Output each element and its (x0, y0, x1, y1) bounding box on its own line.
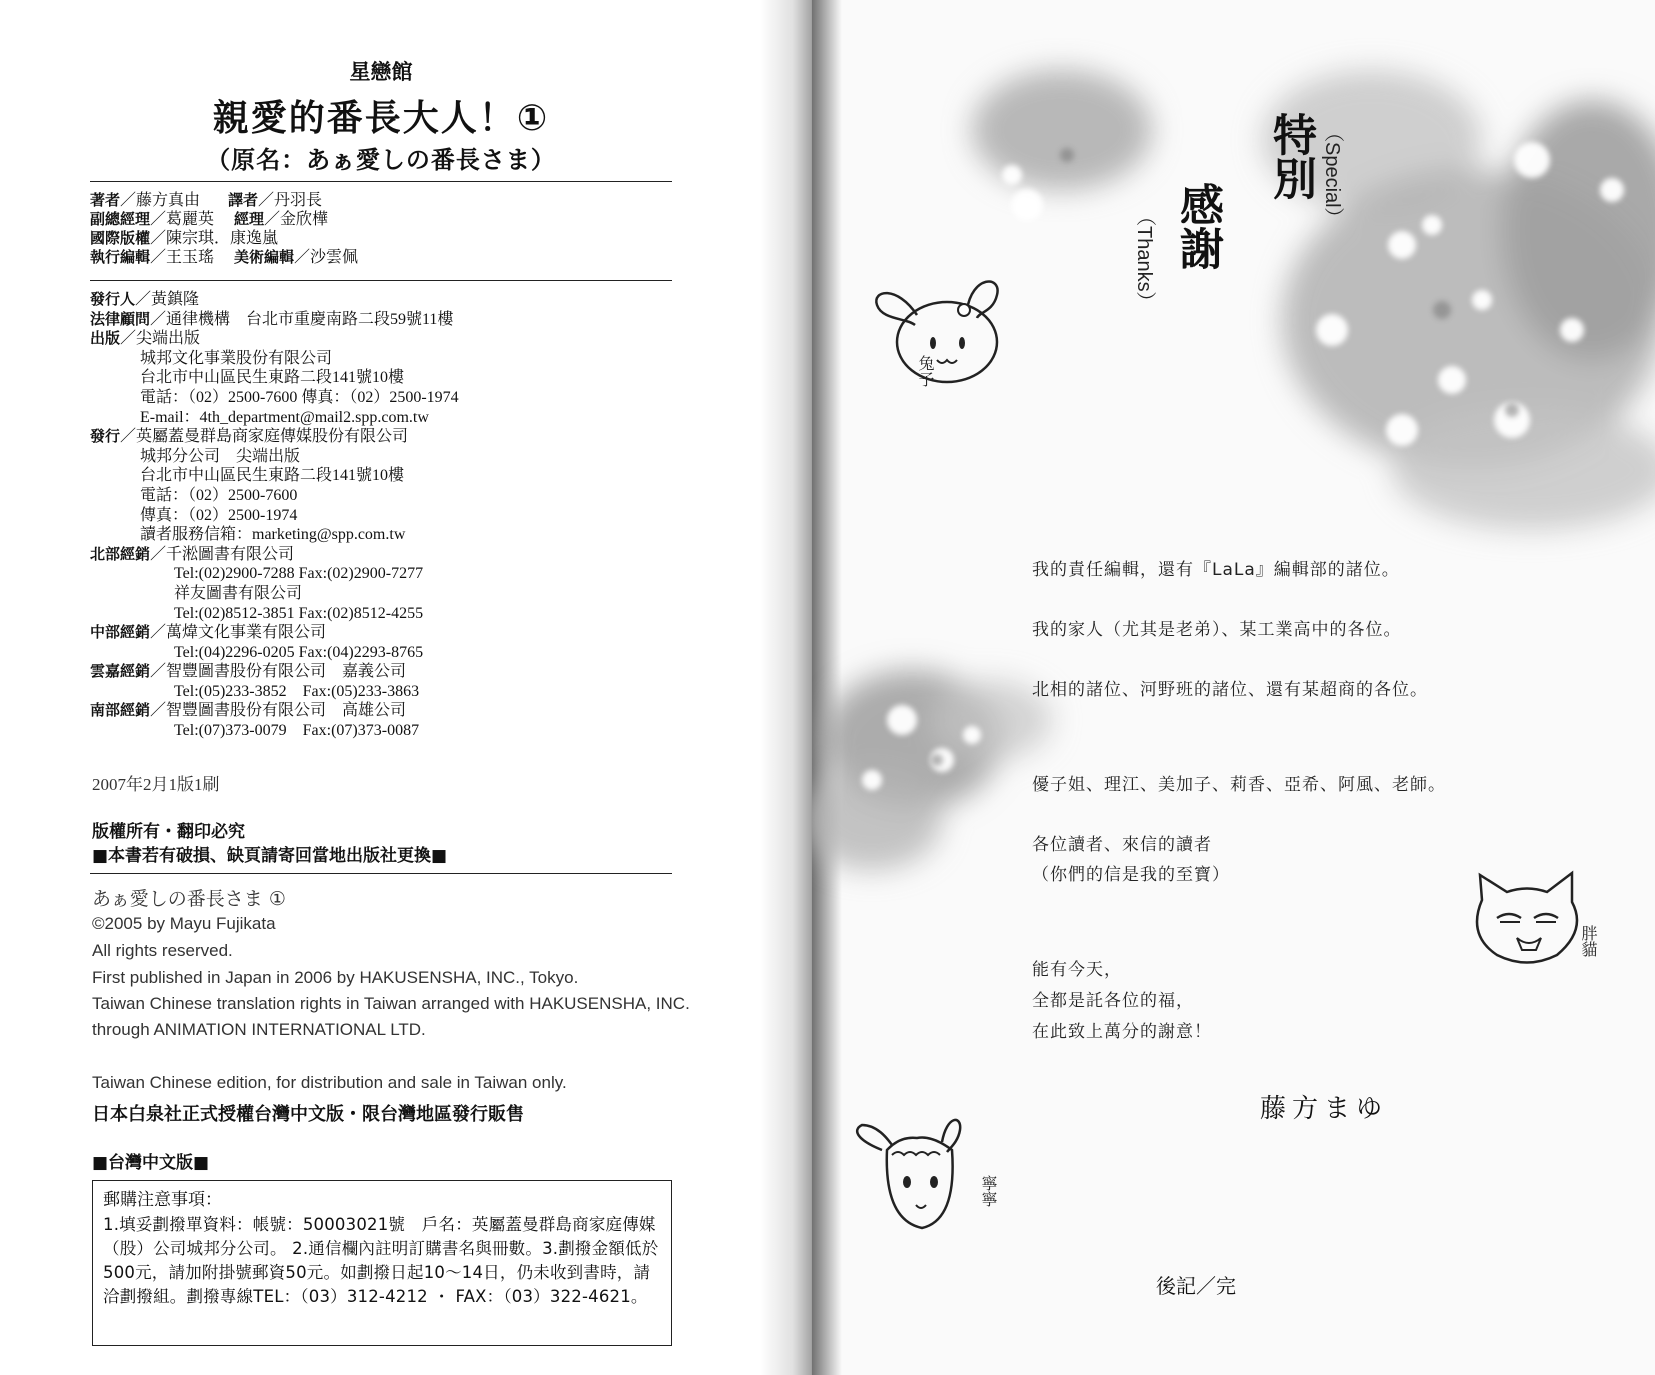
divider (90, 181, 672, 182)
publisher-line (90, 290, 459, 310)
credit-key: 經理 (234, 210, 265, 228)
publisher-value: ／智豐圖書股份有限公司 嘉義公司 (150, 663, 407, 681)
credits-block (90, 191, 358, 267)
publisher-key: 南部經銷 (90, 701, 151, 720)
publisher-line (90, 721, 459, 741)
credit-row (90, 229, 358, 248)
publisher-key: 出版 (90, 329, 121, 348)
publisher-value: Tel:(04)2296-0205 Fax:(04)2293-8765 (174, 643, 424, 661)
thanks-line: 全都是託各位的福， (1032, 991, 1194, 1011)
credit-value: ／丹羽長 (258, 192, 323, 209)
publisher-value: ／通律機構 台北市重慶南路二段59號11樓 (150, 310, 454, 328)
publisher-value: ／尖端出版 (120, 330, 201, 348)
publisher-value: ／智豐圖書股份有限公司 高雄公司 (150, 702, 407, 720)
publisher-value: ／千淞圖書有限公司 (150, 545, 295, 563)
publisher-line (90, 643, 459, 663)
publisher-line (90, 604, 459, 624)
heading-thanks-en: （Thanks） (1133, 206, 1155, 312)
thanks-line: 能有今天， (1032, 960, 1122, 980)
publisher-line (90, 525, 459, 545)
credit-value: ／金欣樺 (264, 211, 329, 228)
rights-notice: 版權所有・翻印必究 (92, 822, 245, 842)
publisher-line (90, 584, 459, 604)
thanks-line: 優子姐、理江、美加子、莉香、亞希、阿風、老師。 (1032, 775, 1446, 795)
sheep-doodle (852, 1110, 987, 1235)
divider (90, 873, 672, 874)
divider (90, 280, 672, 281)
japanese-title: あぁ愛しの番長さま ① (92, 888, 286, 910)
sheep-label: 寧寧 (979, 1175, 998, 1207)
thanks-line: 各位讀者、來信的讀者 (1032, 835, 1212, 855)
publisher-line (90, 408, 459, 428)
credit-key: 國際版權 (90, 229, 151, 247)
publisher-line (90, 368, 459, 388)
rabbit-label: 兔子 (916, 355, 935, 387)
credit-key: 著者 (90, 191, 121, 209)
publisher-value: ／英屬蓋曼群島商家庭傳媒股份有限公司 (120, 428, 409, 446)
publisher-value: Tel:(02)2900-7288 Fax:(02)2900-7277 (174, 565, 424, 583)
book-title: 親愛的番長大人！① (212, 98, 550, 139)
thanks-line: 我的責任編輯，還有『LaLa』編輯部的諸位。 (1032, 560, 1400, 580)
publisher-value: ／萬煒文化事業有限公司 (150, 624, 327, 642)
authorization-notice: 日本白泉社正式授權台灣中文版・限台灣地區發行販售 (92, 1104, 524, 1125)
publisher-value: 城邦文化事業股份有限公司 (140, 349, 333, 367)
publisher-value: 電話：（02）2500-7600 (140, 486, 298, 504)
publisher-value: 傳真：（02）2500-1974 (140, 506, 298, 524)
publisher-line (90, 545, 459, 565)
imprint-label: 星戀館 (349, 60, 413, 84)
publisher-line (90, 623, 459, 643)
publisher-value: 台北市中山區民生東路二段141號10樓 (140, 467, 405, 485)
cat-label: 胖貓 (1579, 925, 1598, 957)
mail-order-notice (92, 1180, 672, 1346)
spine-shadow (760, 0, 812, 1375)
publisher-line (90, 506, 459, 526)
thanks-line: 在此致上萬分的謝意！ (1032, 1022, 1212, 1042)
heading-special-en: （Special） (1321, 122, 1343, 228)
credit-row (90, 191, 358, 210)
thanks-line: 北相的諸位、河野班的諸位、還有某超商的各位。 (1032, 680, 1428, 700)
notice-body: 1.填妥劃撥單資料：帳號：50003021號 戶名：英屬蓋曼群島商家庭傳媒（股）公司城邦分公司。 2.通信欄內註明訂購書名與冊數。3.劃撥金額低於500元，請加附掛號郵資50元。如劃撥日起10～14日，仍未收到書時，請洽劃撥組。劃撥專線TEL：（03）312-4212 ・ FAX：（03）322-4621。 (103, 1215, 659, 1306)
publisher-value: Tel:(02)8512-3851 Fax:(02)8512-4255 (174, 604, 424, 622)
rabbit-doodle (867, 270, 1007, 390)
publisher-line (90, 564, 459, 584)
credit-value: ／沙雲佩 (294, 249, 359, 266)
publisher-value: 讀者服務信箱：marketing@spp.com.tw (140, 526, 406, 544)
afterword-page (812, 0, 1655, 1375)
thanks-line: （你們的信是我的至寶） (1032, 865, 1230, 885)
publisher-line (90, 310, 459, 330)
heading-special: 特別 (1265, 112, 1316, 200)
author-signature: 藤方まゆ (1260, 1094, 1389, 1124)
publisher-key: 雲嘉經銷 (90, 662, 151, 681)
publisher-line (90, 447, 459, 467)
credit-key: 譯者 (228, 191, 259, 209)
publisher-value: 祥友圖書有限公司 (174, 584, 303, 602)
publisher-key: 北部經銷 (90, 544, 151, 563)
credit-row (90, 248, 358, 267)
copyright-line: Taiwan Chinese translation rights in Taiwan arranged with HAKUSENSHA, INC. (92, 994, 690, 1013)
publisher-line (90, 427, 459, 447)
publisher-line (90, 662, 459, 682)
credit-value: ／陳宗琪．康逸嵐 (150, 230, 279, 247)
publisher-line (90, 486, 459, 506)
print-date: 2007年2月1版1刷 (92, 775, 220, 794)
publisher-value: 城邦分公司 尖端出版 (140, 447, 301, 465)
copyright-line: ©2005 by Mayu Fujikata (92, 914, 276, 933)
publisher-line (90, 466, 459, 486)
credit-key: 美術編輯 (234, 248, 295, 266)
credit-key: 副總經理 (90, 210, 151, 228)
copyright-line: All rights reserved. (92, 941, 233, 960)
notice-title: 郵購注意事項： (103, 1190, 222, 1210)
original-title: （原名：あぁ愛しの番長さま） (206, 146, 556, 174)
cat-doodle (1462, 870, 1592, 970)
publisher-value: Tel:(07)373-0079 Fax:(07)373-0087 (174, 722, 420, 740)
publisher-value: E-mail：4th_department@mail2.spp.com.tw (140, 408, 429, 426)
publisher-key: 法律顧問 (90, 309, 151, 328)
credit-value: ／葛麗英 (150, 211, 215, 228)
thanks-line: 我的家人（尤其是老弟）、某工業高中的各位。 (1032, 620, 1402, 640)
publisher-line (90, 682, 459, 702)
copyright-line: Taiwan Chinese edition, for distribution and sale in Taiwan only. (92, 1073, 567, 1092)
publisher-line (90, 329, 459, 349)
publisher-value: 電話：（02）2500-7600 傳真：（02）2500-1974 (140, 388, 459, 406)
credit-value: ／王玉瑤 (150, 249, 215, 266)
publisher-key: 中部經銷 (90, 623, 151, 642)
publisher-line (90, 388, 459, 408)
damage-notice: ■本書若有破損、缺頁請寄回當地出版社更換■ (92, 846, 448, 866)
publisher-value: ／黃鎮隆 (135, 291, 200, 308)
publisher-line (90, 701, 459, 721)
credit-row (90, 210, 358, 229)
copyright-line: First published in Japan in 2006 by HAKUSENSHA, INC., Tokyo. (92, 968, 579, 987)
credit-key: 執行編輯 (90, 248, 151, 266)
colophon-page (0, 0, 812, 1375)
afterword-end: 後記／完 (1156, 1274, 1236, 1298)
heading-thanks: 感謝 (1172, 182, 1223, 270)
publisher-line (90, 349, 459, 369)
credit-value: ／藤方真由 (120, 192, 201, 209)
copyright-line: through ANIMATION INTERNATIONAL LTD. (92, 1020, 426, 1039)
publisher-value: Tel:(05)233-3852 Fax:(05)233-3863 (174, 682, 420, 700)
taiwan-edition-label: ■台灣中文版■ (92, 1153, 210, 1173)
publisher-key: 發行 (90, 427, 121, 446)
publisher-key: 發行人 (90, 290, 136, 308)
publisher-value: 台北市中山區民生東路二段141號10樓 (140, 369, 405, 387)
publisher-block (90, 290, 459, 741)
